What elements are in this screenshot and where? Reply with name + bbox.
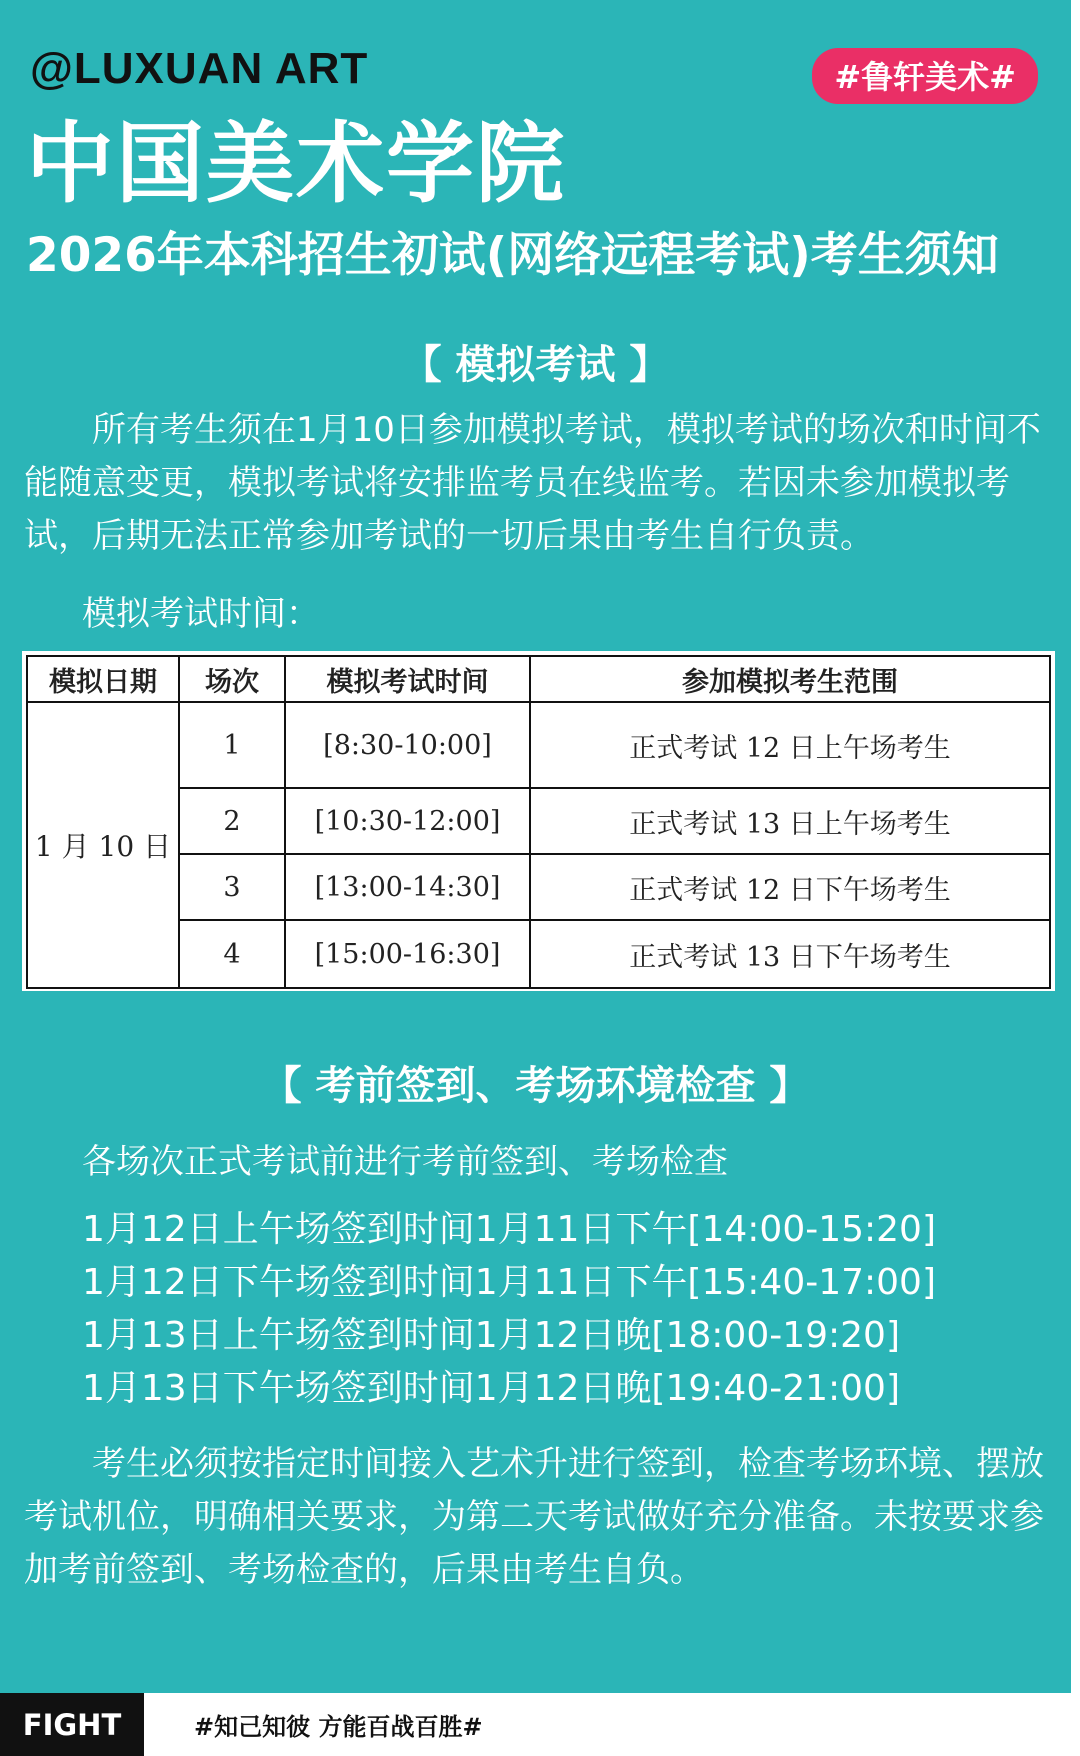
list-item: 1月12日上午场签到时间1月11日下午[14:00-15:20]	[82, 1209, 936, 1250]
checkin-paragraph: 考生必须按指定时间接入艺术升进行签到，检查考场环境、摆放考试机位，明确相关要求，为第二天考试做好充分准备。未按要求参加考前签到、考场检查的，后果由考生自负。	[24, 1444, 1044, 1590]
cell-session: 2	[179, 788, 285, 854]
table-row	[27, 854, 1050, 920]
table-header-row	[27, 656, 1050, 702]
page-title: 中国美术学院	[26, 112, 567, 215]
list-item: 1月13日上午场签到时间1月12日晚[18:00-19:20]	[82, 1315, 900, 1356]
mock-exam-table-container	[22, 651, 1055, 991]
cell-scope: 正式考试 12 日上午场考生	[530, 702, 1050, 788]
table-row	[27, 702, 1050, 788]
cell-time: [15:00-16:30]	[285, 920, 530, 988]
cell-scope: 正式考试 12 日下午场考生	[530, 854, 1050, 920]
cell-time: [8:30-10:00]	[285, 702, 530, 788]
cell-time: [13:00-14:30]	[285, 854, 530, 920]
header-time: 模拟考试时间	[285, 656, 530, 702]
cell-session: 4	[179, 920, 285, 988]
cell-time: [10:30-12:00]	[285, 788, 530, 854]
right-edge-strip	[1071, 0, 1080, 1756]
cell-session: 3	[179, 854, 285, 920]
checkin-intro: 各场次正式考试前进行考前签到、考场检查	[82, 1142, 728, 1182]
header-scope: 参加模拟考生范围	[530, 656, 1050, 702]
section-title-checkin: 【 考前签到、考场环境检查 】	[261, 1063, 810, 1109]
list-item: 1月13日下午场签到时间1月12日晚[19:40-21:00]	[82, 1368, 900, 1409]
cell-session: 1	[179, 702, 285, 788]
brand-logo-text: @LUXUAN ART	[30, 44, 369, 93]
cell-date: 1 月 10 日	[27, 702, 179, 988]
page-subtitle: 2026年本科招生初试(网络远程考试)考生须知	[26, 228, 999, 283]
header-date: 模拟日期	[27, 656, 179, 702]
footer-slogan: #知己知彼 方能百战百胜#	[144, 1693, 1080, 1756]
mock-exam-schedule-table	[26, 655, 1051, 989]
section-title-mock-exam: 【 模拟考试 】	[401, 342, 670, 388]
cell-scope: 正式考试 13 日上午场考生	[530, 788, 1050, 854]
header-session: 场次	[179, 656, 285, 702]
mock-exam-time-label: 模拟考试时间：	[82, 594, 320, 634]
table-row	[27, 788, 1050, 854]
checkin-time-list	[82, 1203, 936, 1415]
hashtag-badge: #鲁轩美术#	[812, 48, 1038, 104]
mock-exam-paragraph: 所有考生须在1月10日参加模拟考试，模拟考试的场次和时间不能随意变更，模拟考试将安排监考员在线监考。若因未参加模拟考试，后期无法正常参加考试的一切后果由考生自行负责。	[24, 410, 1041, 556]
cell-scope: 正式考试 13 日下午场考生	[530, 920, 1050, 988]
footer-fight-label: FIGHT	[0, 1693, 144, 1756]
list-item: 1月12日下午场签到时间1月11日下午[15:40-17:00]	[82, 1262, 936, 1303]
table-row	[27, 920, 1050, 988]
